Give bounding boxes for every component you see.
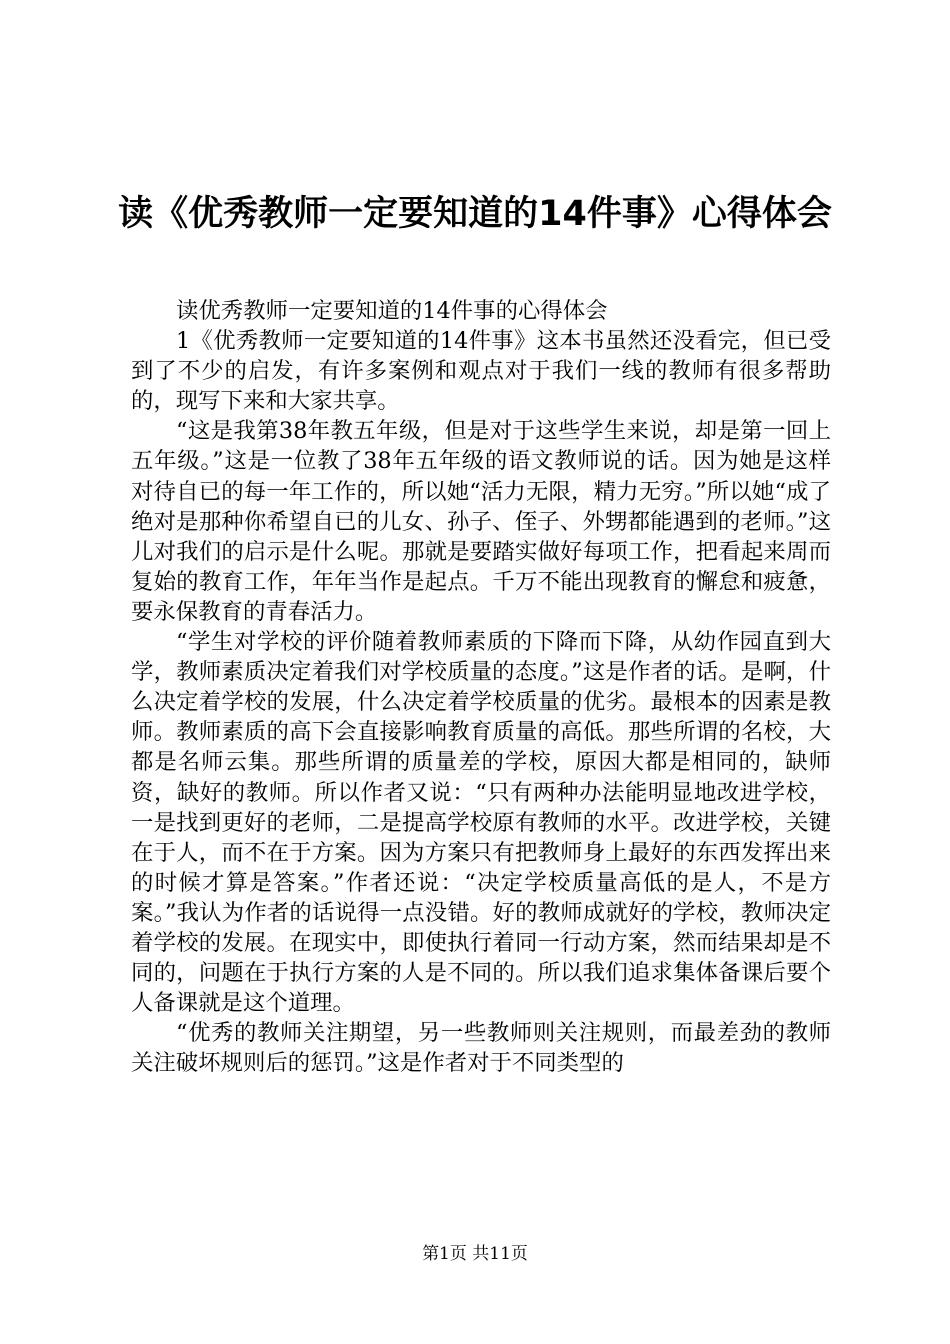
- document-body: [131, 296, 831, 1078]
- body-paragraph: 读优秀教师一定要知道的14件事的心得体会: [176, 298, 608, 324]
- document-title: 读《优秀教师一定要知道的14件事》心得体会: [118, 194, 832, 234]
- body-paragraph: “学生对学校的评价随着教师素质的下降而下降，从幼作园直到大学，教师素质决定着我们对学校质量的态度。”这是作者的话。是啊，什么决定着学校的发展，什么决定着学校质量的优劣。最根本的因素是教师。教师素质的高下会直接影响教育质量的高低。那些所谓的名校，大都是名师云集。那些所谓的质量差的学校，原因大都是相同的，缺师资，缺好的教师。所以作者又说：“只有两种办法能明显地改进学校，一是找到更好的老师，二是提高学校原有教师的水平。改进学校，关键在于人，而不在于方案。因为方案只有把教师身上最好的东西发挥出来的时候才算是答案。”作者还说：“决定学校质量高低的是人，不是方案。”我认为作者的话说得一点没错。好的教师成就好的学校，教师决定着学校的发展。在现实中，即使执行着同一行动方案，然而结果却是不同的，问题在于执行方案的人是不同的。所以我们追求集体备课后要个人备课就是这个道理。: [131, 629, 831, 1017]
- page-number-footer: 第1页 共11页: [422, 1244, 528, 1264]
- body-paragraph: “优秀的教师关注期望，另一些教师则关注规则，而最差劲的教师关注破坏规则后的惩罚。”这是作者对于不同类型的: [131, 1020, 831, 1077]
- body-paragraph: 1《优秀教师一定要知道的14件事》这本书虽然还没看完，但已受到了不少的启发，有许多案例和观点对于我们一线的教师有很多帮助的，现写下来和大家共享。: [131, 328, 831, 415]
- body-paragraph: “这是我第38年教五年级，但是对于这些学生来说，却是第一回上五年级。”这是一位教了38年五年级的语文教师说的话。因为她是这样对待自已的每一年工作的，所以她“活力无限，精力无穷。”所以她“成了绝对是那种你希望自已的儿女、孙子、侄子、外甥都能遇到的老师。”这儿对我们的启示是什么呢。那就是要踏实做好每项工作，把看起来周而复始的教育工作，年年当作是起点。千万不能出现教育的懈怠和疲惫，要永保教育的青春活力。: [131, 418, 831, 625]
